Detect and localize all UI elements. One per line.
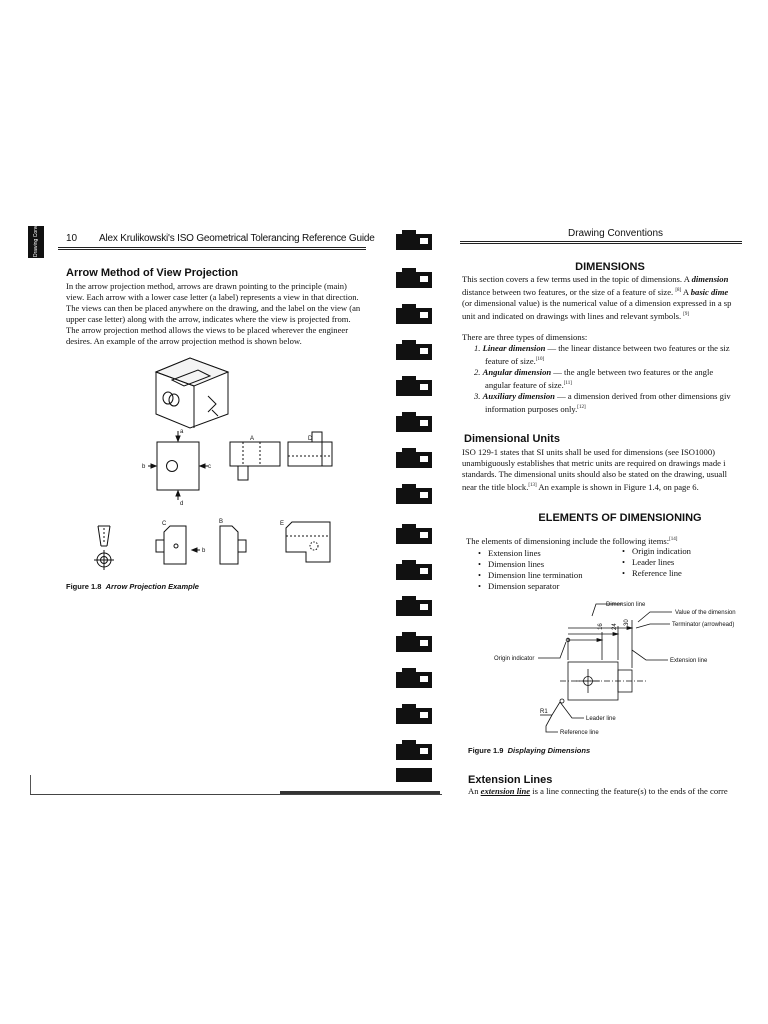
elements-intro-text: The elements of dimensioning include the following items: — [466, 536, 670, 546]
elements-item: • Origin indication — [622, 546, 691, 557]
elements-list-col2 — [622, 546, 691, 579]
left-section-title: Arrow Method of View Projection — [66, 267, 239, 279]
elements-sup: [14] — [669, 537, 678, 543]
type-cont — [462, 354, 744, 367]
type-text: — a dimension derived from other dimensions giv — [554, 390, 731, 401]
type-cont — [462, 402, 744, 415]
label-value-of-dimension: Value of the dimension — [675, 610, 736, 616]
figure-1-9-title: Displaying Dimensions — [507, 746, 591, 755]
label-reference-line: Reference line — [560, 730, 599, 736]
left-bottom-shadow — [280, 791, 440, 794]
left-paragraph-line: The views can then be placed anywhere on the drawing, and the label on the view (an — [66, 303, 361, 313]
left-header-rule — [58, 247, 366, 248]
elements-item: • Reference line — [622, 568, 691, 579]
label-E: E — [280, 521, 285, 527]
side-tab-label: Drawing Conventions — [33, 209, 39, 257]
left-paragraph-line: desires. An example of the arrow projection method is shown below. — [66, 336, 302, 346]
type-item — [462, 391, 744, 402]
view-e — [286, 522, 330, 562]
intro-line-sup: [9] — [683, 311, 690, 317]
view-b-symbol — [94, 526, 114, 570]
types-block — [462, 332, 744, 415]
spiral-binding — [392, 228, 442, 788]
elements-list-col1 — [478, 548, 583, 592]
figure-1-8-number: Figure 1.8 — [66, 582, 102, 591]
type-text: — the angle between two features or the angle — [551, 366, 714, 377]
label-d: d — [180, 501, 184, 507]
side-tab — [28, 209, 44, 258]
label-leader-line: Leader line — [586, 716, 616, 722]
label-A: A — [250, 436, 255, 442]
intro-line — [462, 309, 744, 322]
ext-line-post: is a line connecting the feature(s) to the ends of the corre — [530, 786, 728, 796]
intro-line-sup: [8] — [675, 288, 682, 293]
intro-line — [462, 298, 744, 309]
label-origin-indicator: Origin indicator — [494, 656, 535, 662]
label-extension-line: Extension line — [670, 658, 708, 664]
view-a — [230, 442, 280, 480]
type-sup: [12] — [577, 404, 586, 410]
type-cont-text: feature of size. — [485, 355, 536, 366]
intro-line-text: (or dimensional value) is the numerical value of a dimension expressed in a sp — [462, 297, 732, 308]
label-B: B — [219, 519, 224, 525]
left-paragraph-line: upper case letter) along with the arrow, indicates where the view is projected from. — [66, 314, 351, 324]
left-paragraph-line: In the arrow projection method, arrows are drawn pointing to the principle (main) — [66, 281, 347, 291]
figure-1-8-title: Arrow Projection Example — [105, 582, 199, 591]
units-line-last — [462, 480, 744, 493]
intro-line-term: dimension — [691, 274, 729, 284]
left-bottom-edge — [30, 794, 442, 795]
view-b — [220, 526, 246, 564]
units-sup: [13] — [528, 483, 537, 488]
label-dimension-line: Dimension line — [606, 602, 646, 608]
intro-line-text: A — [681, 286, 691, 297]
dim-16: 16 — [598, 623, 604, 630]
left-page-number: 10 — [66, 233, 78, 244]
dim-24: 24 — [612, 623, 618, 630]
elements-title: ELEMENTS OF DIMENSIONING — [538, 512, 702, 524]
figure-1-8-caption — [66, 582, 199, 591]
type-sup: [11] — [563, 380, 572, 386]
dimensions-intro — [462, 274, 744, 322]
ext-line-term: extension line — [480, 786, 531, 796]
left-paragraph-line: view. Each arrow with a lower case letter (a label) represents a view in that direction. — [66, 292, 359, 302]
type-text: — the linear distance between two features or the siz — [545, 343, 730, 353]
units-tail: An example is shown in Figure 1.4, on page 6. — [536, 481, 699, 492]
left-page-edge — [30, 775, 31, 795]
figure-1-9-caption — [468, 746, 590, 755]
dimensions-title: DIMENSIONS — [575, 261, 645, 273]
label-terminator: Terminator (arrowhead) — [672, 622, 735, 628]
units-line: ISO 129-1 states that SI units shall be used for dimensions (see ISO1000) — [462, 447, 716, 457]
label-a: a — [180, 429, 184, 435]
units-line: standards. The dimensional units should also be stated on the drawing, usuall — [462, 469, 728, 479]
figure-1-9-number: Figure 1.9 — [468, 746, 504, 755]
label-c: c — [208, 464, 211, 470]
types-intro: There are three types of dimensions: — [462, 332, 588, 342]
type-cont — [462, 378, 744, 391]
type-cont-text: information purposes only. — [485, 403, 578, 414]
elements-item: • Leader lines — [622, 557, 691, 568]
extension-lines-text — [468, 786, 746, 796]
intro-line-term: basic dime — [690, 286, 729, 297]
left-paragraph — [66, 281, 371, 347]
ext-line-pre: An — [468, 786, 481, 796]
label-C: C — [162, 521, 167, 527]
intro-line-text: This section covers a few terms used in the topic of dimensions. A — [462, 274, 692, 284]
left-paragraph-line: The arrow projection method allows the views to be placed wherever the engineer — [66, 325, 349, 335]
right-running-header: Drawing Conventions — [568, 228, 664, 239]
elements-intro — [466, 536, 677, 546]
extension-lines-title: Extension Lines — [468, 774, 553, 786]
label-r1: R1 — [540, 709, 548, 715]
left-header-rule-2 — [58, 249, 366, 250]
elements-item: • Dimension lines — [478, 559, 583, 570]
units-line: unambiguously establishes that metric units are required on drawings made i — [462, 458, 726, 468]
isometric-part — [156, 358, 228, 428]
elements-item: • Dimension line termination — [478, 570, 583, 581]
left-running-header: Alex Krulikowski's ISO Geometrical Tolerancing Reference Guide — [99, 233, 375, 244]
units-line-text: near the title block. — [462, 481, 529, 492]
spiral-binding-graphic — [392, 228, 442, 788]
dim-30: 30 — [624, 619, 630, 626]
type-cont-text: angular feature of size. — [485, 379, 564, 390]
elements-item: • Dimension separator — [478, 581, 583, 592]
elements-item: • Extension lines — [478, 548, 583, 559]
intro-line — [462, 274, 744, 285]
intro-line — [462, 285, 744, 298]
type-sup: [10] — [535, 357, 545, 362]
main-view — [148, 431, 208, 500]
label-b: b — [142, 464, 146, 470]
view-c — [156, 526, 200, 564]
right-header-rule-2 — [460, 243, 742, 244]
type-num: 1. — [474, 343, 481, 353]
type-num: 3. — [474, 390, 481, 401]
intro-line-text: unit and indicated on drawings with lines and relevant symbols. — [462, 310, 684, 321]
type-item — [462, 343, 744, 354]
type-term: Linear dimension — [482, 343, 546, 353]
type-term: Auxiliary dimension — [482, 390, 555, 401]
type-item — [462, 367, 744, 378]
intro-line-text: distance between two features, or the size of a feature of size. — [462, 286, 676, 297]
units-paragraph — [462, 447, 744, 493]
right-header-rule — [460, 241, 742, 242]
label-b-lower: b — [202, 548, 206, 554]
dimensional-units-title: Dimensional Units — [464, 433, 560, 445]
label-D: D — [308, 436, 313, 442]
arrow-projection-figure — [60, 350, 380, 580]
type-num: 2. — [474, 366, 481, 377]
type-term: Angular dimension — [482, 366, 552, 377]
displaying-dimensions-figure — [460, 598, 768, 743]
